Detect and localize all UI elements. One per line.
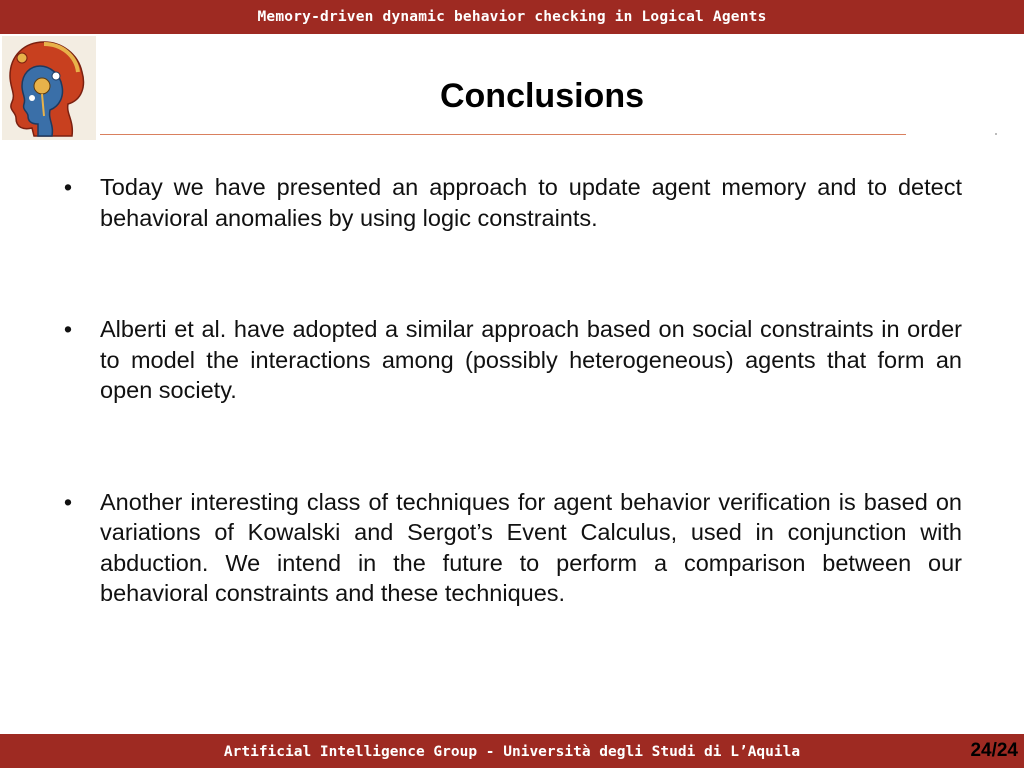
page-number: 24/24 — [970, 740, 1018, 761]
bullet-text: Alberti et al. have adopted a similar approach based on social constraints in order to model the interactions among (possibly heterogeneous) agents that form an open society. — [100, 316, 962, 403]
slide-title: Conclusions — [439, 77, 645, 115]
decorative-dot — [995, 133, 997, 135]
header-banner-text: Memory-driven dynamic behavior checking in Logical Agents — [257, 9, 767, 25]
list-item — [58, 172, 962, 233]
head-profile-icon — [2, 36, 96, 140]
title-divider — [100, 134, 906, 135]
list-item — [58, 487, 962, 609]
list-item — [58, 314, 962, 406]
bullet-list — [58, 172, 962, 609]
bullet-icon: • — [63, 316, 73, 342]
bullet-text: Today we have presented an approach to update agent memory and to detect behavioral anomalies by using logic constraints. — [100, 174, 962, 231]
bullet-text: Another interesting class of techniques for agent behavior verification is based on variations of Kowalski and Sergot’s Event Calculus, used in conjunction with abduction. We intend in the future to perform a comparison between our behavioral constraints and these techniques. — [100, 488, 962, 606]
bullet-icon: • — [63, 488, 73, 515]
footer-text: Artificial Intelligence Group - Università degli Studi di L’Aquila — [223, 744, 801, 760]
bullet-icon: • — [63, 174, 73, 200]
